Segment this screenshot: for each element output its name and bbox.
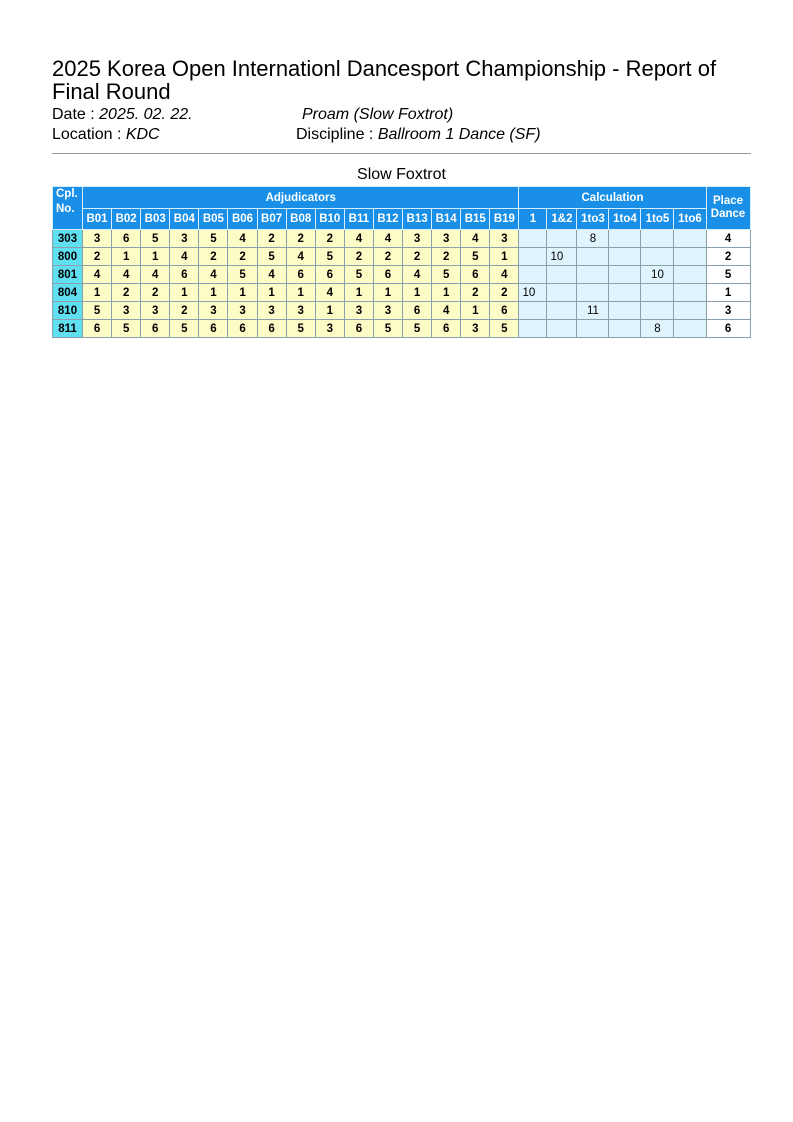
date-label: Date : <box>52 106 100 123</box>
adjudicator-mark: 5 <box>257 248 286 266</box>
discipline-value: Ballroom 1 Dance (SF) <box>377 126 541 143</box>
calculation-cell <box>641 248 674 266</box>
table-row <box>53 266 751 284</box>
adjudicator-mark: 1 <box>315 302 344 320</box>
adjudicator-mark: 2 <box>199 248 228 266</box>
calc-column-header: 1to5 <box>641 209 674 230</box>
adjudicator-mark: 4 <box>228 230 257 248</box>
adjudicator-mark: 3 <box>228 302 257 320</box>
adjudicator-header: B10 <box>315 209 344 230</box>
calculation-cell <box>577 266 609 284</box>
table-row <box>53 302 751 320</box>
calculation-cell <box>609 302 641 320</box>
adjudicator-header: B02 <box>112 209 141 230</box>
adjudicator-mark: 1 <box>461 302 490 320</box>
place-cell: 3 <box>706 302 750 320</box>
adjudicator-mark: 6 <box>315 266 344 284</box>
place-cell: 5 <box>706 266 750 284</box>
adjudicator-mark: 5 <box>286 320 315 338</box>
adjudicator-mark: 3 <box>83 230 112 248</box>
adjudicator-mark: 2 <box>344 248 373 266</box>
adjudicator-header: B14 <box>432 209 461 230</box>
calculation-cell <box>674 284 706 302</box>
adjudicator-mark: 6 <box>83 320 112 338</box>
adjudicator-mark: 2 <box>286 230 315 248</box>
adjudicator-mark: 3 <box>170 230 199 248</box>
calculation-cell: 8 <box>577 230 609 248</box>
adjudicator-mark: 4 <box>432 302 461 320</box>
date-value: 2025. 02. 22. <box>99 106 193 123</box>
calculation-cell <box>519 230 547 248</box>
dance-title: Slow Foxtrot <box>357 166 446 183</box>
place-cell: 6 <box>706 320 750 338</box>
calculation-cell: 8 <box>641 320 674 338</box>
adjudicator-mark: 6 <box>461 266 490 284</box>
adjudicator-mark: 4 <box>315 284 344 302</box>
adjudicator-mark: 4 <box>112 266 141 284</box>
calculation-cell <box>577 284 609 302</box>
adjudicator-mark: 5 <box>141 230 170 248</box>
adjudicator-header: B05 <box>199 209 228 230</box>
calculation-cell: 10 <box>519 284 547 302</box>
adjudicator-mark: 5 <box>228 266 257 284</box>
couple-number: 810 <box>53 302 83 320</box>
calc-column-header: 1&2 <box>547 209 577 230</box>
adjudicator-header: B12 <box>373 209 402 230</box>
adjudicator-mark: 5 <box>403 320 432 338</box>
adjudicator-mark: 4 <box>286 248 315 266</box>
adjudicator-header: B08 <box>286 209 315 230</box>
adjudicator-mark: 4 <box>257 266 286 284</box>
location-row <box>52 125 160 144</box>
adjudicator-mark: 5 <box>461 248 490 266</box>
couple-number: 804 <box>53 284 83 302</box>
place-header-line2: Dance <box>710 208 746 220</box>
adjudicator-mark: 3 <box>199 302 228 320</box>
cpl-header <box>53 187 83 230</box>
adjudicator-mark: 4 <box>490 266 519 284</box>
adjudicator-mark: 2 <box>112 284 141 302</box>
location-value: KDC <box>125 126 160 143</box>
adjudicator-mark: 1 <box>228 284 257 302</box>
calculation-cell <box>609 230 641 248</box>
calculation-cell <box>547 230 577 248</box>
adjudicator-mark: 1 <box>286 284 315 302</box>
place-cell: 1 <box>706 284 750 302</box>
adjudicator-mark: 5 <box>112 320 141 338</box>
adjudicator-mark: 3 <box>373 302 402 320</box>
adjudicator-header: B19 <box>490 209 519 230</box>
calculation-cell <box>547 302 577 320</box>
adjudicator-mark: 6 <box>286 266 315 284</box>
couple-number: 303 <box>53 230 83 248</box>
adjudicator-mark: 4 <box>461 230 490 248</box>
adjudicator-mark: 3 <box>344 302 373 320</box>
adjudicator-mark: 2 <box>228 248 257 266</box>
adjudicator-mark: 1 <box>490 248 519 266</box>
cpl-header-line2: No. <box>56 203 75 215</box>
calculation-cell <box>674 320 706 338</box>
adjudicator-mark: 4 <box>170 248 199 266</box>
adjudicator-header: B03 <box>141 209 170 230</box>
adjudicator-mark: 2 <box>257 230 286 248</box>
adjudicator-mark: 5 <box>199 230 228 248</box>
adjudicator-mark: 6 <box>141 320 170 338</box>
adjudicator-header: B04 <box>170 209 199 230</box>
adjudicator-mark: 1 <box>170 284 199 302</box>
calculation-header: Calculation <box>519 187 706 209</box>
adjudicator-mark: 6 <box>490 302 519 320</box>
adjudicator-mark: 6 <box>112 230 141 248</box>
adjudicator-mark: 2 <box>83 248 112 266</box>
adjudicator-mark: 2 <box>141 284 170 302</box>
header-divider <box>52 153 751 154</box>
adjudicator-mark: 1 <box>432 284 461 302</box>
event-row <box>302 105 722 124</box>
adjudicator-header: B07 <box>257 209 286 230</box>
adjudicator-mark: 4 <box>373 230 402 248</box>
calculation-cell <box>609 248 641 266</box>
adjudicator-mark: 6 <box>344 320 373 338</box>
adjudicator-mark: 3 <box>141 302 170 320</box>
calculation-cell <box>674 266 706 284</box>
location-label: Location : <box>52 126 126 143</box>
adjudicator-mark: 5 <box>490 320 519 338</box>
adjudicator-mark: 2 <box>170 302 199 320</box>
table-row <box>53 248 751 266</box>
adjudicator-mark: 4 <box>141 266 170 284</box>
adjudicator-mark: 4 <box>344 230 373 248</box>
adjudicator-mark: 1 <box>403 284 432 302</box>
adjudicator-mark: 2 <box>373 248 402 266</box>
adjudicator-header: B06 <box>228 209 257 230</box>
calculation-cell <box>609 284 641 302</box>
couple-number: 801 <box>53 266 83 284</box>
calc-column-header: 1 <box>519 209 547 230</box>
event-value: Proam (Slow Foxtrot) <box>302 106 454 123</box>
calculation-cell <box>519 302 547 320</box>
adjudicator-mark: 6 <box>373 266 402 284</box>
discipline-label: Discipline : <box>296 126 378 143</box>
adjudicators-header: Adjudicators <box>83 187 519 209</box>
adjudicator-mark: 5 <box>170 320 199 338</box>
adjudicator-mark: 6 <box>432 320 461 338</box>
calculation-cell <box>547 266 577 284</box>
calculation-cell <box>577 320 609 338</box>
adjudicator-header: B01 <box>83 209 112 230</box>
adjudicator-mark: 2 <box>315 230 344 248</box>
calculation-cell <box>547 320 577 338</box>
place-header-line1: Place <box>713 195 744 207</box>
adjudicator-mark: 6 <box>228 320 257 338</box>
adjudicator-mark: 5 <box>315 248 344 266</box>
adjudicator-mark: 4 <box>83 266 112 284</box>
adjudicator-mark: 5 <box>344 266 373 284</box>
table-row <box>53 320 751 338</box>
adjudicator-mark: 3 <box>461 320 490 338</box>
adjudicator-mark: 3 <box>432 230 461 248</box>
adjudicator-mark: 3 <box>490 230 519 248</box>
calculation-cell: 11 <box>577 302 609 320</box>
discipline-row <box>296 125 716 144</box>
adjudicator-mark: 5 <box>83 302 112 320</box>
adjudicator-mark: 1 <box>373 284 402 302</box>
adjudicator-mark: 5 <box>432 266 461 284</box>
place-cell: 2 <box>706 248 750 266</box>
couple-number: 800 <box>53 248 83 266</box>
adjudicator-mark: 6 <box>403 302 432 320</box>
report-title: 2025 Korea Open Internationl Dancesport Championship - Report of Final Round <box>52 56 717 104</box>
adjudicator-mark: 1 <box>199 284 228 302</box>
adjudicator-mark: 2 <box>461 284 490 302</box>
calculation-cell: 10 <box>547 248 577 266</box>
adjudicator-mark: 1 <box>344 284 373 302</box>
calculation-cell <box>641 302 674 320</box>
table-row <box>53 230 751 248</box>
adjudicator-mark: 6 <box>170 266 199 284</box>
adjudicator-mark: 4 <box>403 266 432 284</box>
place-cell: 4 <box>706 230 750 248</box>
calculation-cell <box>547 284 577 302</box>
calculation-cell <box>674 302 706 320</box>
adjudicator-header: B15 <box>461 209 490 230</box>
adjudicator-mark: 1 <box>112 248 141 266</box>
calc-column-header: 1to4 <box>609 209 641 230</box>
calculation-cell <box>577 248 609 266</box>
adjudicator-mark: 4 <box>199 266 228 284</box>
calculation-cell <box>641 230 674 248</box>
calculation-cell <box>674 230 706 248</box>
calculation-cell <box>641 284 674 302</box>
table-row <box>53 284 751 302</box>
calculation-cell <box>609 320 641 338</box>
cpl-header-line1: Cpl. <box>56 188 78 200</box>
adjudicator-header: B11 <box>344 209 373 230</box>
adjudicator-mark: 5 <box>373 320 402 338</box>
adjudicator-mark: 2 <box>490 284 519 302</box>
adjudicator-mark: 6 <box>199 320 228 338</box>
calculation-cell <box>519 248 547 266</box>
calculation-cell <box>609 266 641 284</box>
adjudicator-mark: 1 <box>83 284 112 302</box>
adjudicator-mark: 3 <box>112 302 141 320</box>
calc-column-header: 1to6 <box>674 209 706 230</box>
calc-column-header: 1to3 <box>577 209 609 230</box>
adjudicator-mark: 3 <box>403 230 432 248</box>
couple-number: 811 <box>53 320 83 338</box>
adjudicator-mark: 1 <box>141 248 170 266</box>
adjudicator-header: B13 <box>403 209 432 230</box>
date-row <box>52 105 193 124</box>
adjudicator-mark: 3 <box>286 302 315 320</box>
adjudicator-mark: 2 <box>432 248 461 266</box>
calculation-cell <box>519 266 547 284</box>
calculation-cell <box>674 248 706 266</box>
calculation-cell <box>519 320 547 338</box>
adjudicator-mark: 6 <box>257 320 286 338</box>
place-header <box>706 187 750 230</box>
adjudicator-mark: 3 <box>315 320 344 338</box>
adjudicator-mark: 1 <box>257 284 286 302</box>
calculation-cell: 10 <box>641 266 674 284</box>
adjudicator-mark: 3 <box>257 302 286 320</box>
adjudicator-mark: 2 <box>403 248 432 266</box>
results-table <box>52 186 751 338</box>
